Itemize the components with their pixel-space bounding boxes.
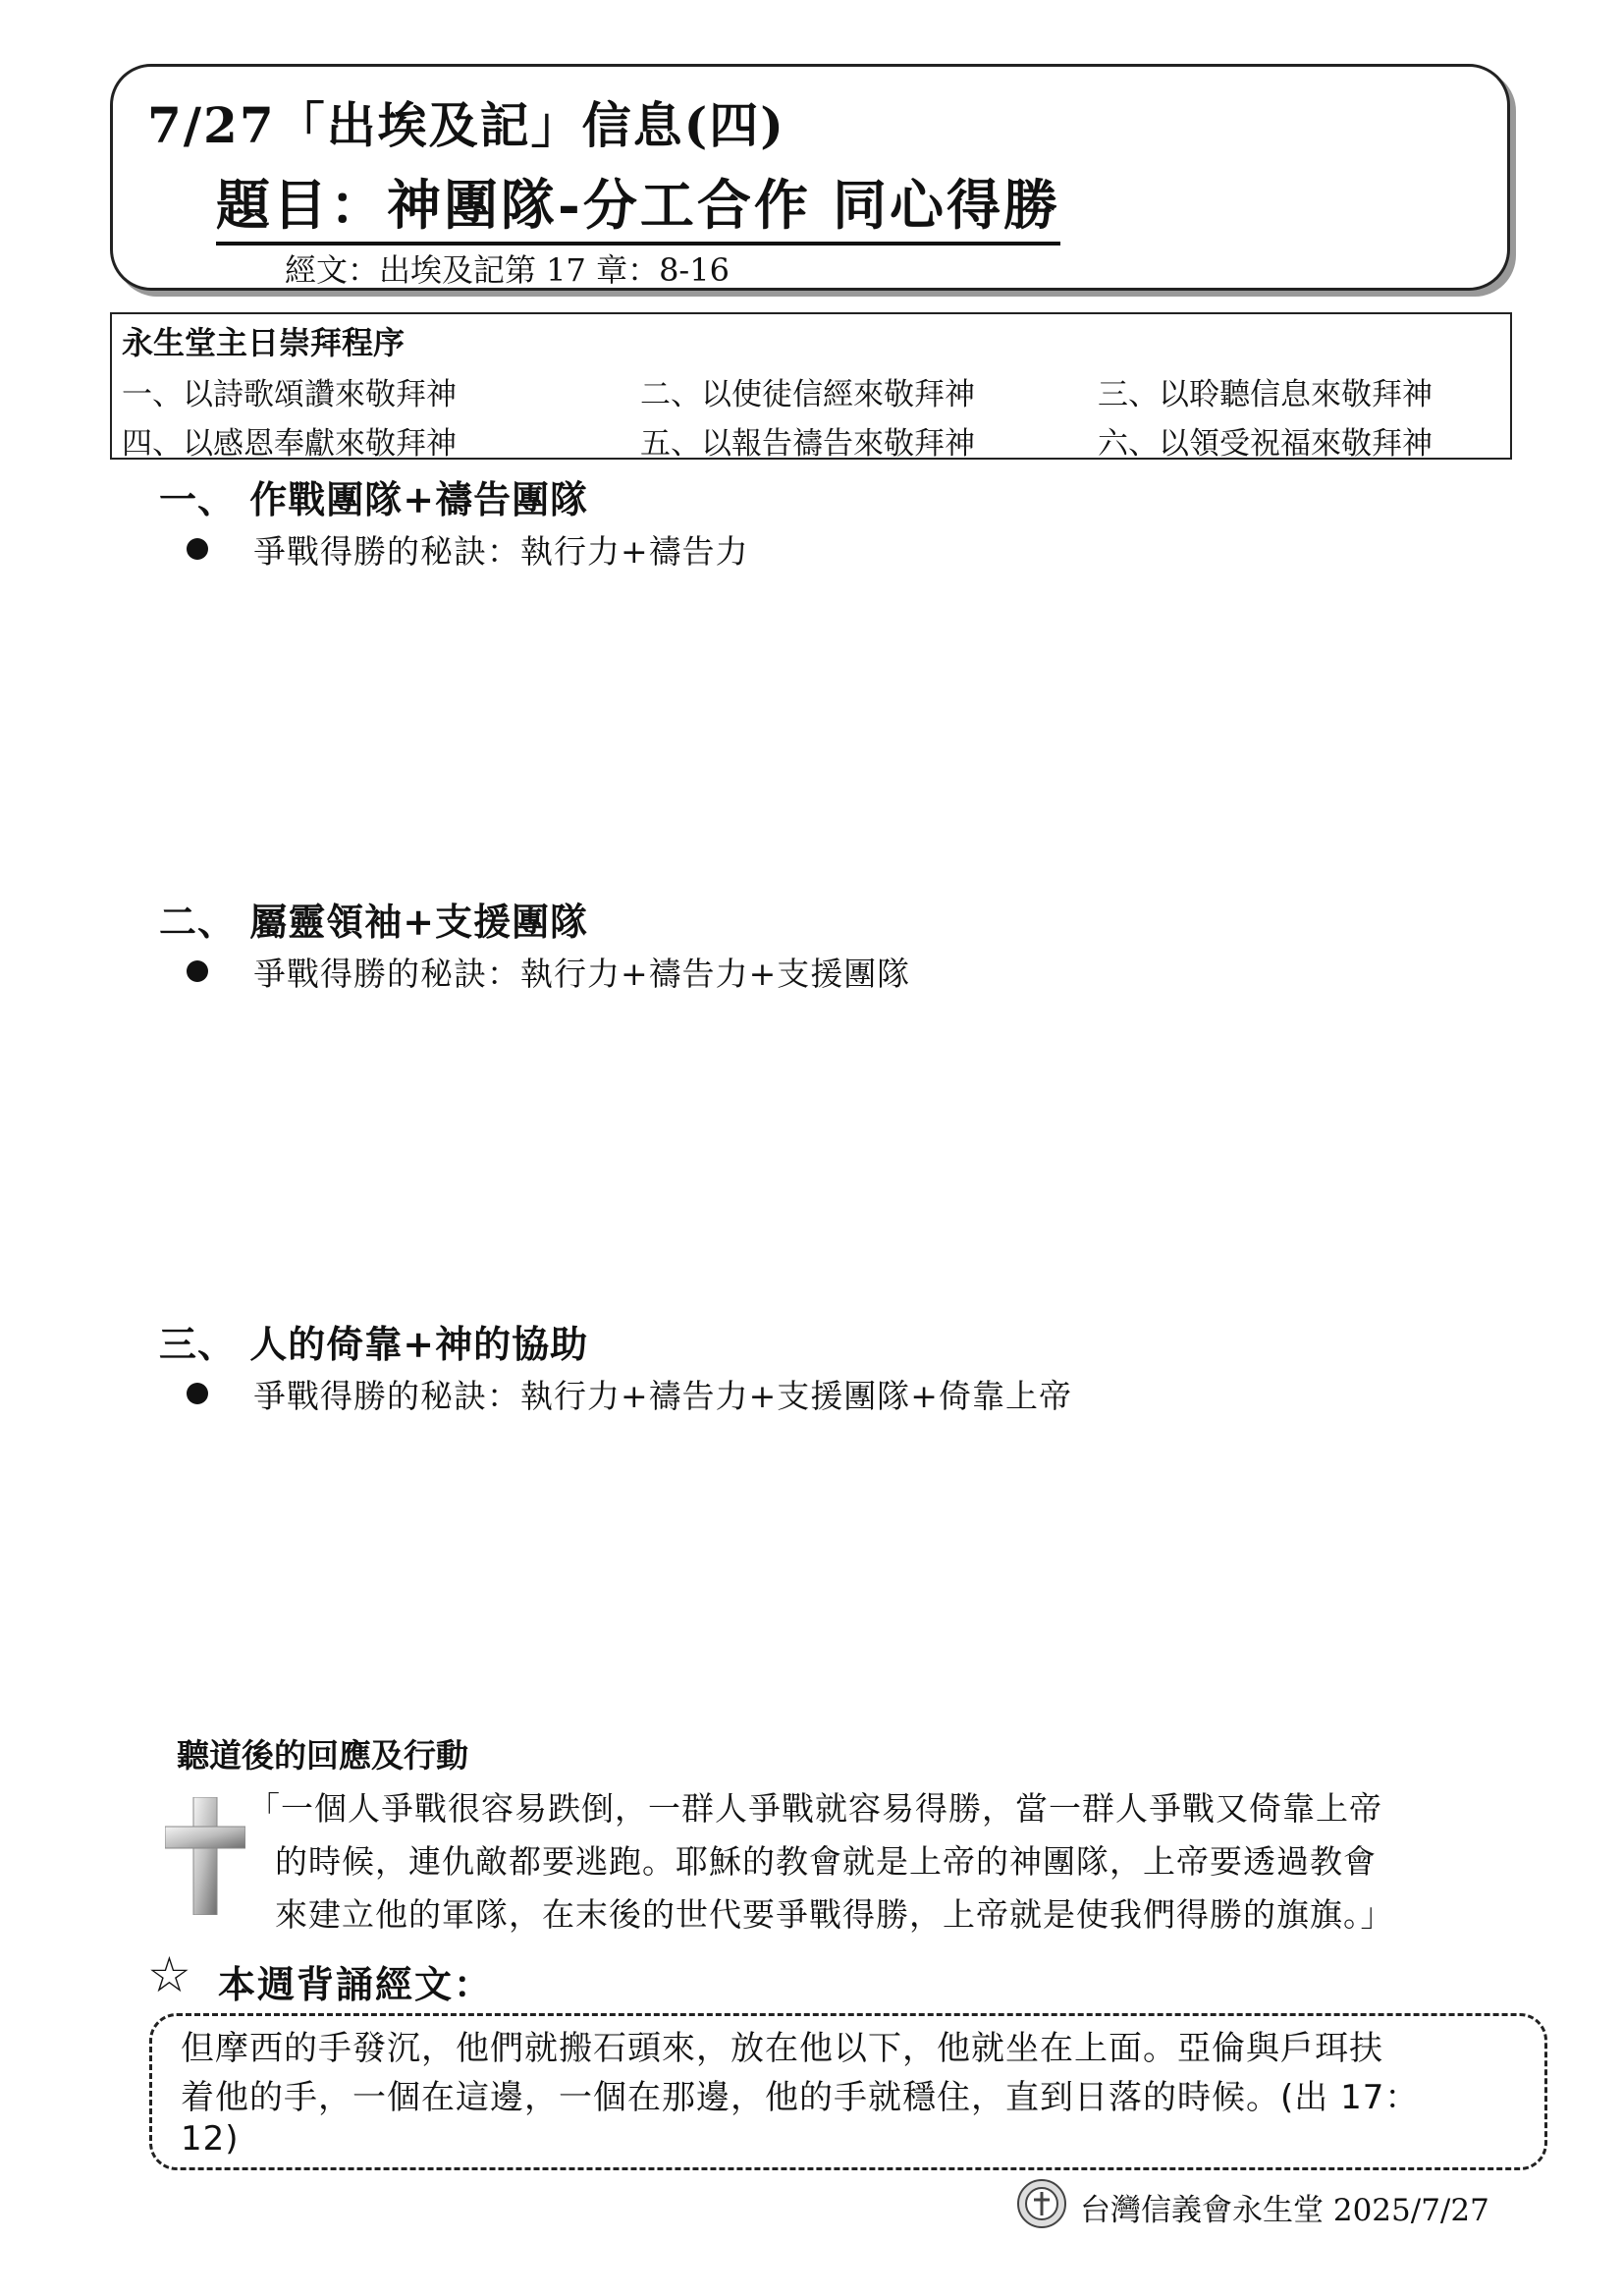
section-bullet: 爭戰得勝的秘訣：執行力+禱告力+支援團隊 [253,955,911,993]
bullet-dot [187,538,208,560]
footer-church-date: 台灣信義會永生堂 2025/7/27 [1080,2193,1489,2228]
worship-item: 四、以感恩奉獻來敬拜神 [122,426,457,462]
memory-verse-line: 但摩西的手發沉，他們就搬石頭來，放在他以下，他就坐在上面。亞倫與戶珥扶 [181,2029,1383,2068]
worship-item: 六、以領受祝福來敬拜神 [1098,426,1433,462]
memory-verse-line: 12) [181,2119,240,2159]
sermon-topic: 題目：神團隊-分工合作 同心得勝 [216,162,1060,246]
response-line: 「一個人爭戰很容易跌倒，一群人爭戰就容易得勝，當一群人爭戰又倚靠上帝 [247,1789,1382,1828]
worship-item: 二、以使徒信經來敬拜神 [640,377,975,412]
bullet-dot [187,960,208,982]
section-bullet: 爭戰得勝的秘訣：執行力+禱告力 [253,532,749,571]
bullet-dot [187,1383,208,1404]
church-seal-icon [1016,2178,1067,2229]
worship-item: 一、以詩歌頌讚來敬拜神 [122,377,457,412]
section-heading: 三、 人的倚靠+神的協助 [159,1322,589,1366]
section-bullet: 爭戰得勝的秘訣：執行力+禱告力+支援團隊+倚靠上帝 [253,1377,1072,1415]
worship-item: 三、以聆聽信息來敬拜神 [1098,377,1433,412]
response-title: 聽道後的回應及行動 [177,1736,468,1775]
scripture-reference: 經文：出埃及記第 17 章：8-16 [285,251,730,289]
memory-verse-title: 本週背誦經文： [218,1962,494,2006]
worship-order-title: 永生堂主日崇拜程序 [122,324,406,361]
section-heading: 一、 作戰團隊+禱告團隊 [159,477,589,521]
section-heading: 二、 屬靈領袖+支援團隊 [159,900,589,944]
worship-item: 五、以報告禱告來敬拜神 [640,426,975,462]
star-icon: ☆ [147,1946,191,2003]
cross-icon [165,1797,245,1915]
sermon-series-title: 7/27「出埃及記」信息(四) [147,96,785,154]
response-line: 的時候，連仇敵都要逃跑。耶穌的教會就是上帝的神團隊，上帝要透過教會 [275,1842,1377,1881]
memory-verse-line: 着他的手，一個在這邊，一個在那邊，他的手就穩住，直到日落的時候。(出 17： [181,2078,1420,2117]
response-line: 來建立他的軍隊，在末後的世代要爭戰得勝，上帝就是使我們得勝的旗旗。」 [275,1895,1394,1934]
